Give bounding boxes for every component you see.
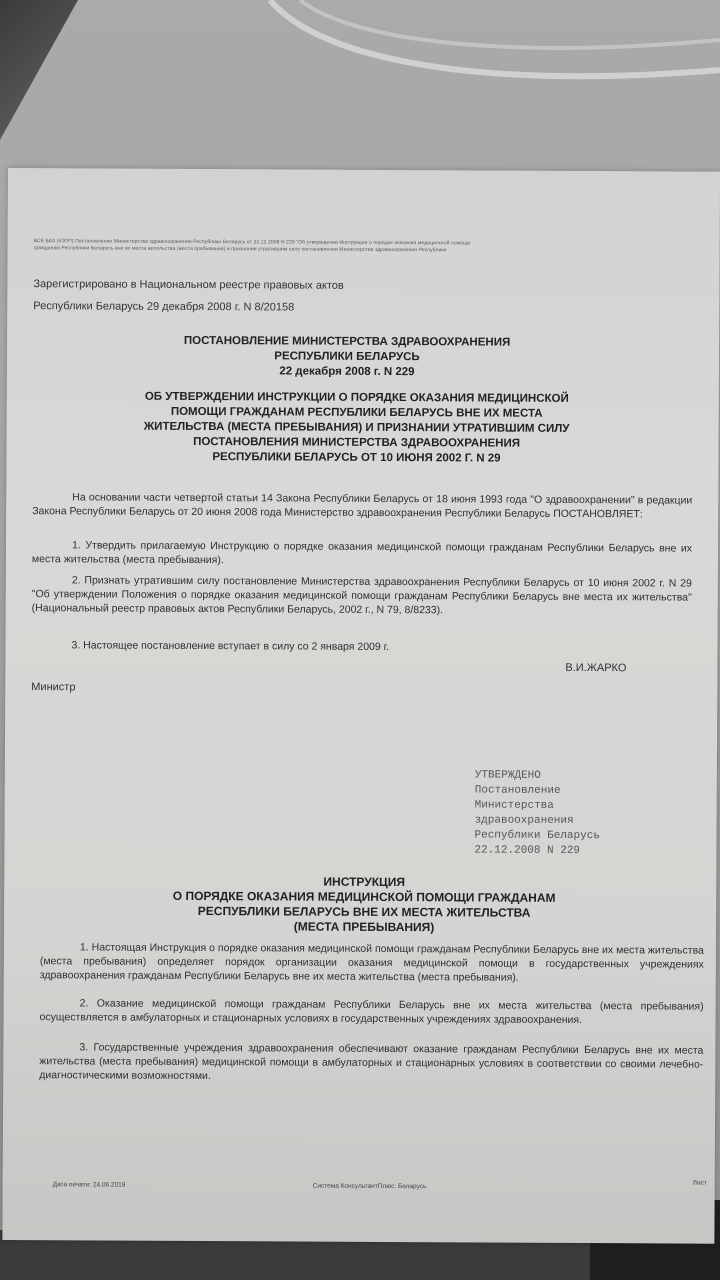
instruction-paragraph-3: 3. Государственные учреждения здравоохранения обеспечивают оказание гражданам Республики Беларусь вне их места жительства (места пребывания) медицинской помощи в амбулаторных и стационарных условиях в соответствии со своими лечебно-диагностическими возможностями.: [39, 1041, 704, 1083]
instruction-title-line-3: РЕСПУБЛИКИ БЕЛАРУСЬ ВНЕ ИХ МЕСТА ЖИТЕЛЬСТВА: [197, 904, 531, 920]
signer-title: Министр: [31, 681, 76, 694]
footer-sheet: Лист: [692, 1179, 707, 1187]
item-2: 2. Признать утратившим силу постановление Министерства здравоохранения Республики Беларусь от 10 июня 2002 г. N 29 "Об утверждении Положения о порядке оказания медицинской помощи гражданам Республики Беларусь вне места их жительства" (Национальный реестр правовых актов Республики Беларусь, 2002 г., N 79, 8/8233).: [31, 574, 692, 617]
print-header-line-2: гражданам Республики Беларусь вне их места жительства (места пребывания) и признании утратившим силу постановления Министерства здравоохранения Республики: [33, 245, 447, 254]
registration-line-2: Республики Беларусь 29 декабря 2008 г. N 8/20158: [33, 300, 295, 314]
decree-title-line-1: ПОСТАНОВЛЕНИЕ МИНИСТЕРСТВА ЗДРАВООХРАНЕНИЯ: [183, 334, 511, 349]
print-header: [34, 238, 664, 255]
approval-line-3: Министерства: [474, 799, 554, 812]
decree-subject: [66, 389, 646, 467]
item-1: 1. Утвердить прилагаемую Инструкцию о порядке оказания медицинской помощи гражданам Республики Беларусь вне их места жительства (места пребывания).: [31, 539, 693, 567]
instruction-title-line-2: О ПОРЯДКЕ ОКАЗАНИЯ МЕДИЦИНСКОЙ ПОМОЩИ ГРАЖДАНАМ: [172, 888, 556, 905]
instruction-title: [84, 873, 644, 936]
print-header-line-1: ВСЕ БАЗ (КЭЭ?) Постановление Министерства здравоохранения Республики Беларусь от 22.12.2008 N 229 "Об утверждении Инструкции о порядке оказания медицинской помощи: [33, 238, 471, 247]
preamble: На основании части четвертой статьи 14 Закона Республики Беларусь от 18 июня 1993 года "О здравоохранении" в редакции Закона Республики Беларусь от 20 июня 2008 года Министерство здравоохранения Республики Беларусь ПОСТАНОВЛЯЕТ:: [32, 491, 693, 521]
instruction-paragraph-2: 2. Оказание медицинской помощи гражданам Республики Беларусь вне их места жительства (места пребывания) осуществляется в амбулаторных и стационарных условиях в государственных учреждениях здравоохранения.: [39, 997, 704, 1027]
footer-print-date: Дата печати: 24.06.2019: [52, 1181, 126, 1189]
approval-line-6: 22.12.2008 N 229: [474, 844, 581, 858]
instruction-paragraph-1: 1. Настоящая Инструкция о порядке оказания медицинской помощи гражданам Республики Беларусь вне их места жительства (места пребывания) определяет порядок организации оказания медицинской помощи в государственных учреждениях здравоохранения гражданам Республики Беларусь вне их места жительства (места пребывания).: [39, 941, 704, 984]
subject-line-5: РЕСПУБЛИКИ БЕЛАРУСЬ ОТ 10 ИЮНЯ 2002 Г. N 29: [212, 451, 501, 465]
decree-title-line-3: 22 декабря 2008 г. N 229: [279, 365, 415, 379]
instruction-title-line-1: ИНСТРУКЦИЯ: [323, 874, 406, 890]
registration-line-1: Зарегистрировано в Национальном реестре правовых актов: [33, 278, 344, 292]
document-page: [2, 168, 720, 1244]
decree-title-line-2: РЕСПУБЛИКИ БЕЛАРУСЬ: [274, 350, 420, 364]
approval-stamp: [474, 768, 600, 859]
item-3: 3. Настоящее постановление вступает в силу со 2 января 2009 г.: [71, 639, 390, 654]
decree-title: [67, 333, 627, 381]
footer-system: Система КонсультантПлюс: Беларусь: [312, 1182, 427, 1191]
approval-line-2: Постановление: [474, 784, 561, 797]
subject-line-3: ЖИТЕЛЬСТВА (МЕСТА ПРЕБЫВАНИЯ) И ПРИЗНАНИИ УТРАТИВШИМ СИЛУ: [143, 420, 570, 435]
approval-line-5: Республики Беларусь: [474, 829, 600, 843]
approval-line-4: здравоохранения: [474, 814, 574, 827]
subject-line-2: ПОМОЩИ ГРАЖДАНАМ РЕСПУБЛИКИ БЕЛАРУСЬ ВНЕ ИХ МЕСТА: [170, 405, 543, 420]
subject-line-1: ОБ УТВЕРЖДЕНИИ ИНСТРУКЦИИ О ПОРЯДКЕ ОКАЗАНИЯ МЕДИЦИНСКОЙ: [144, 390, 569, 405]
subject-line-4: ПОСТАНОВЛЕНИЯ МИНИСТЕРСТВА ЗДРАВООХРАНЕНИЯ: [193, 435, 521, 450]
approval-line-1: УТВЕРЖДЕНО: [474, 769, 541, 782]
cable-shape: [0, 0, 720, 120]
instruction-title-line-4: (МЕСТА ПРЕБЫВАНИЯ): [293, 919, 435, 935]
signer-name: В.И.ЖАРКО: [565, 661, 627, 675]
